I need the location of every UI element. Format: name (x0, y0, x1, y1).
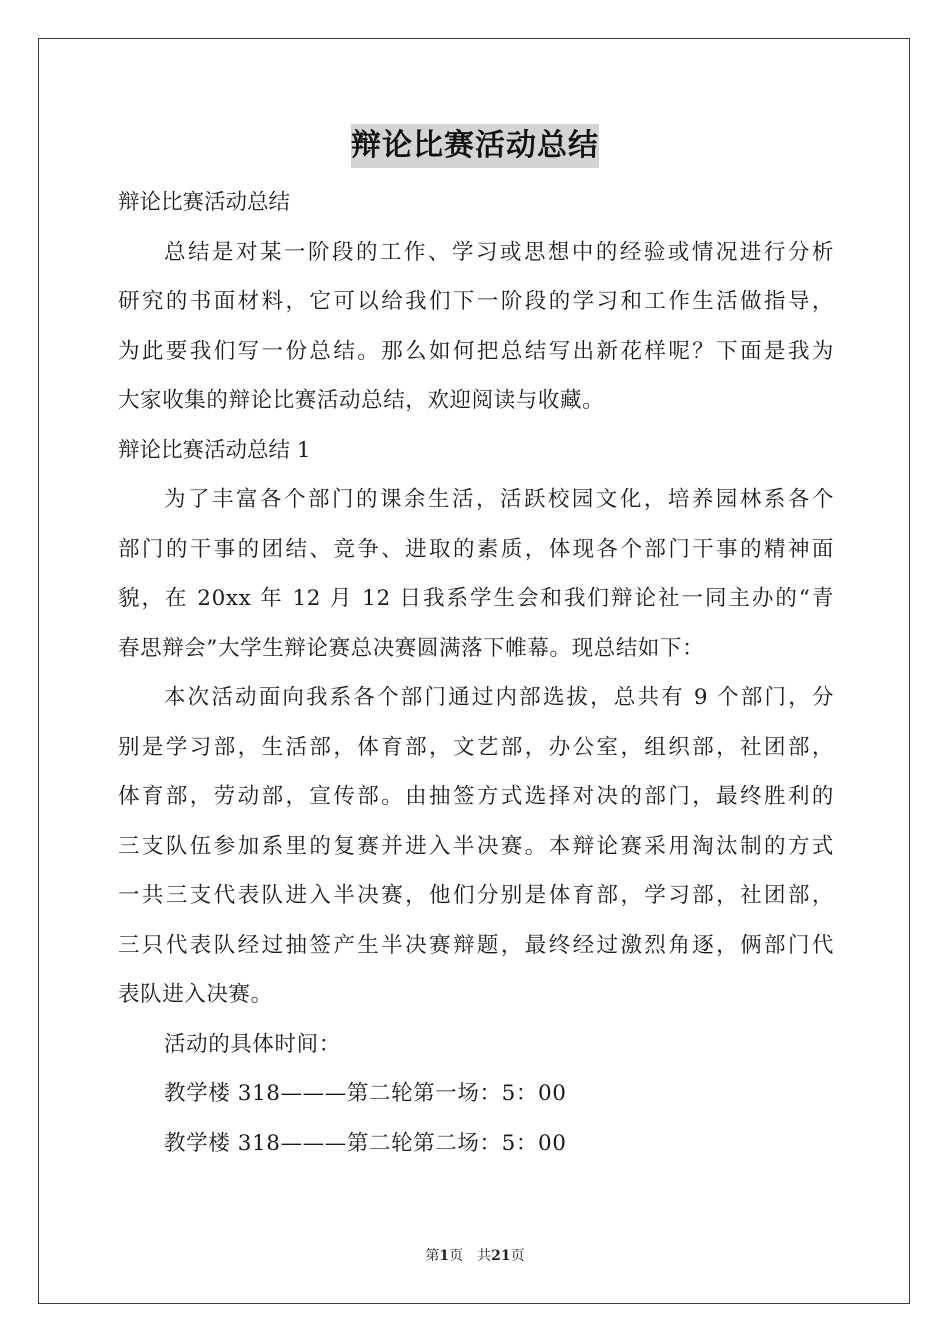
intro-line: 大家收集的辩论比赛活动总结，欢迎阅读与收藏。 (118, 388, 605, 413)
paragraph-line: 部门的干事的团结、竞争、进取的素质，体现各个部门干事的精神面 (118, 536, 834, 562)
intro-line: 研究的书面材料，它可以给我们下一阶段的学习和工作生活做指导， (118, 289, 834, 314)
footer-page-current: 1 (439, 1248, 450, 1264)
document-body (118, 178, 834, 1168)
paragraph-line: 貌，在 20xx 年 12 月 12 日我系学生会和我们辩论社一同主办的“青 (118, 586, 834, 611)
subtitle: 辩论比赛活动总结 (118, 190, 291, 215)
intro-line: 为此要我们写一份总结。那么如何把总结写出新花样呢？下面是我为 (118, 338, 834, 364)
paragraph-line: 本次活动面向我系各个部门通过内部选拔，总共有 9 个部门，分 (164, 685, 834, 710)
paragraph-line: 春思辩会”大学生辩论赛总决赛圆满落下帷幕。现总结如下： (118, 635, 705, 661)
schedule-heading: 活动的具体时间： (164, 1031, 341, 1057)
schedule-line: 教学楼 318———第二轮第一场：5：00 (164, 1081, 567, 1106)
document-title: 辩论比赛活动总结 (351, 124, 599, 168)
paragraph-line: 为了丰富各个部门的课余生活，活跃校园文化，培养园林系各个 (164, 487, 834, 512)
footer-mid: 页 共 (449, 1248, 492, 1264)
paragraph-line: 一共三支代表队进入半决赛，他们分别是体育部，学习部，社团部， (118, 883, 834, 908)
paragraph-line: 三只代表队经过抽签产生半决赛辩题，最终经过激烈角逐，俩部门代 (118, 932, 834, 958)
footer-prefix: 第 (425, 1248, 440, 1264)
paragraph-line: 体育部，劳动部，宣传部。由抽签方式选择对决的部门，最终胜利的 (118, 784, 834, 809)
paragraph-line: 别是学习部，生活部，体育部，文艺部，办公室，组织部，社团部， (118, 734, 834, 760)
title-wrap (0, 124, 950, 168)
section-heading: 辩论比赛活动总结 1 (118, 437, 311, 463)
paragraph-line: 表队进入决赛。 (118, 982, 273, 1007)
footer-suffix: 页 (510, 1248, 525, 1264)
schedule-line: 教学楼 318———第二轮第二场：5：00 (164, 1130, 567, 1156)
page-footer (0, 1245, 950, 1265)
intro-line: 总结是对某一阶段的工作、学习或思想中的经验或情况进行分析 (164, 239, 834, 265)
paragraph-line: 三支队伍参加系里的复赛并进入半决赛。本辩论赛采用淘汰制的方式 (118, 833, 834, 859)
footer-page-total: 21 (491, 1248, 511, 1264)
